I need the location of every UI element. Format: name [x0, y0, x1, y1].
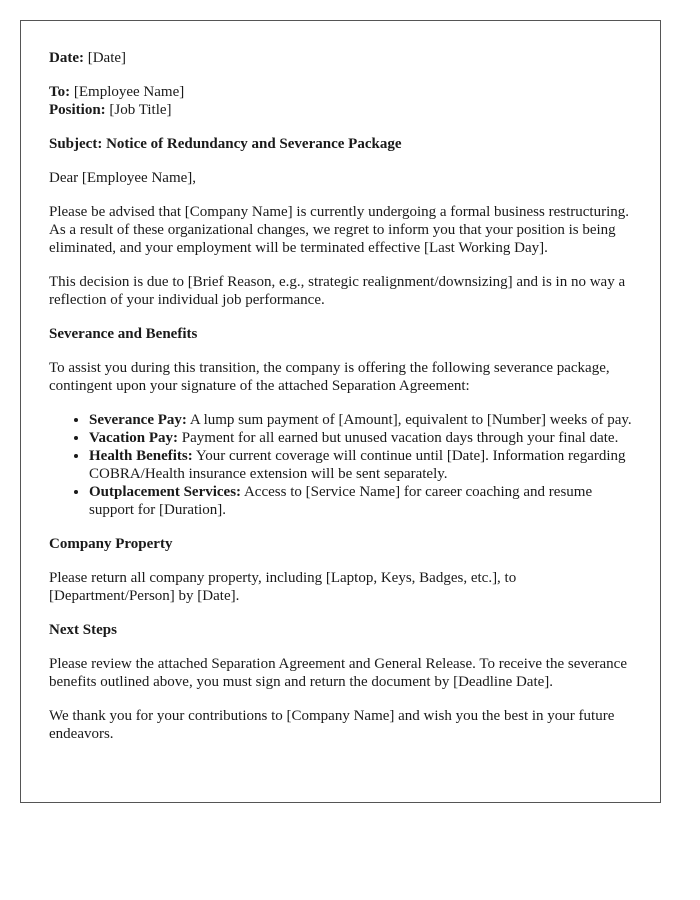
property-paragraph: Please return all company property, including [Laptop, Keys, Badges, etc.], to [Department/Person] by [Date].: [49, 570, 517, 604]
to-line: [49, 83, 632, 101]
position-label: Position:: [49, 102, 106, 118]
intro-paragraph: Please be advised that [Company Name] is currently undergoing a formal business restructuring. As a result of these organizational changes, we regret to inform you that your position is being eliminated, and your employment will be terminated effective [Last Working Day].: [49, 204, 629, 256]
letter-content: [21, 21, 660, 743]
benefit-item-severance-pay: [89, 411, 632, 429]
reason-paragraph: This decision is due to [Brief Reason, e.g., strategic realignment/downsizing] and is in no way a reflection of your individual job performance.: [49, 274, 626, 308]
benefit-title: Outplacement Services:: [89, 484, 242, 500]
date-value: [Date]: [87, 50, 127, 66]
benefits-list: [49, 411, 632, 519]
date-label: Date:: [49, 50, 84, 66]
to-value: [Employee Name]: [73, 84, 185, 100]
benefit-text: A lump sum payment of [Amount], equivalent to [Number] weeks of pay.: [186, 412, 632, 428]
next-steps-paragraph: Please review the attached Separation Agreement and General Release. To receive the severance benefits outlined above, you must sign and return the document by [Deadline Date].: [49, 656, 627, 690]
benefit-title: Health Benefits:: [89, 448, 193, 464]
severance-intro: To assist you during this transition, the company is offering the following severance package, contingent upon your signature of the attached Separation Agreement:: [49, 360, 610, 394]
date-line: [49, 49, 632, 67]
next-steps-heading: Next Steps: [49, 622, 117, 638]
property-heading: Company Property: [49, 536, 173, 552]
benefit-item-health-benefits: [89, 447, 632, 483]
severance-heading: Severance and Benefits: [49, 326, 198, 342]
benefit-item-outplacement: [89, 483, 632, 519]
benefit-text: Payment for all earned but unused vacation days through your final date.: [178, 430, 619, 446]
benefit-text: Your current coverage will continue until [Date]. Information regarding COBRA/Health insurance extension will be sent separately.: [89, 448, 626, 482]
benefit-item-vacation-pay: [89, 429, 632, 447]
salutation: Dear [Employee Name],: [49, 170, 197, 186]
subject-line: Subject: Notice of Redundancy and Severance Package: [49, 136, 402, 152]
closing-paragraph: We thank you for your contributions to [Company Name] and wish you the best in your future endeavors.: [49, 708, 615, 742]
benefit-title: Vacation Pay:: [89, 430, 179, 446]
letter-document: [20, 20, 661, 803]
benefit-title: Severance Pay:: [89, 412, 187, 428]
to-label: To:: [49, 84, 71, 100]
position-line: [49, 101, 632, 119]
position-value: [Job Title]: [109, 102, 172, 118]
benefit-text: Access to [Service Name] for career coaching and resume support for [Duration].: [89, 484, 593, 518]
